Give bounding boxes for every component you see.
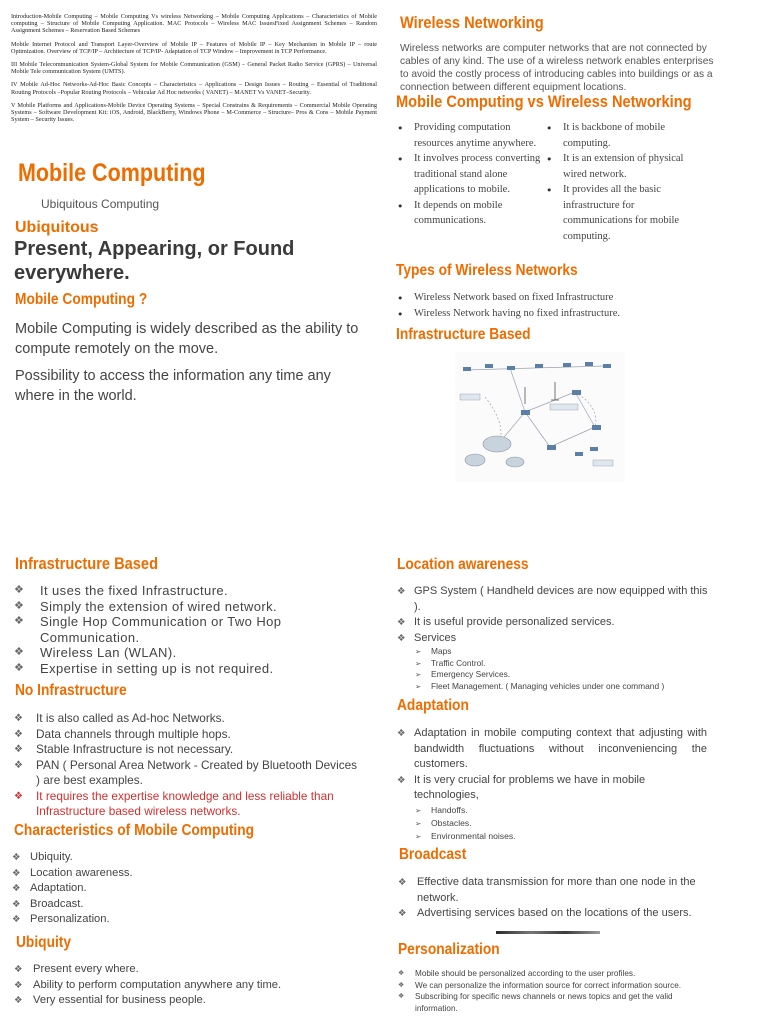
no-infrastructure-item: ❖ It is also called as Ad-hoc Networks. bbox=[14, 711, 364, 727]
versus-right-item: ● It provides all the basic infrastructure for communications for mobile computing. bbox=[545, 182, 695, 244]
wireless-networking-title: Wireless Networking bbox=[400, 13, 544, 32]
types-list bbox=[396, 290, 716, 322]
ubiquity-item: ❖ Ability to perform computation anywhere any time. bbox=[14, 978, 354, 994]
ubiquitous-definition: Present, Appearing, or Found everywhere. bbox=[14, 238, 295, 284]
infrastructure-list bbox=[14, 583, 364, 676]
ubiquity-item: ❖ Very essential for business people. bbox=[14, 993, 354, 1009]
ubiquity-item: ❖ Present every where. bbox=[14, 962, 354, 978]
infrastructure-item: ❖ Wireless Lan (WLAN). bbox=[14, 645, 364, 661]
versus-left-item: ● It depends on mobile communications. bbox=[396, 198, 541, 229]
broadcast-title: Broadcast bbox=[399, 846, 467, 863]
location-sub-list bbox=[415, 646, 715, 692]
characteristics-list bbox=[12, 850, 312, 928]
infrastructure-item: ❖ Expertise in setting up is not required. bbox=[14, 661, 364, 677]
infrastructure-title: Infrastructure Based bbox=[15, 554, 159, 573]
no-infrastructure-list bbox=[14, 711, 364, 820]
characteristics-item: ❖ Broadcast. bbox=[12, 897, 312, 913]
adaptation-item: ❖ Adaptation in mobile computing context that adjusting with bandwidth fluctuations without inconveniencing the customers. bbox=[397, 726, 707, 773]
syllabus-unit-3: III Mobile Telecommunication System-Global System for Mobile Communication (GSM) – General Packet Radio Service (GPRS) – Universal Mobile Tele communication System (UMTS). bbox=[11, 61, 377, 76]
infrastructure-small-title: Infrastructure Based bbox=[396, 326, 531, 343]
broadcast-item: ❖ Advertising services based on the locations of the users. bbox=[398, 906, 710, 922]
ubiquity-title: Ubiquity bbox=[16, 934, 72, 951]
adaptation-item: ❖ It is very crucial for problems we have in mobile technologies, bbox=[397, 773, 707, 804]
location-sub-item: ➢ Traffic Control. bbox=[415, 658, 715, 670]
personalization-list bbox=[398, 968, 708, 1014]
location-item: ❖ It is useful provide personalized services. bbox=[397, 615, 712, 631]
characteristics-item: ❖ Ubiquity. bbox=[12, 850, 312, 866]
syllabus-unit-1: Introduction-Mobile Computing – Mobile Computing Vs wireless Networking – Mobile Computing Applications – Characteristics of Mobile computing – Structure of Mobile Computing Application. MAC Protocols – Wireless MAC IssuesFixed Assignment Schemes – Random Assignment Schemes – Reservation Based Schemes bbox=[11, 13, 377, 35]
broadcast-item: ❖ Effective data transmission for more than one node in the network. bbox=[398, 875, 710, 906]
versus-right-item: ● It is backbone of mobile computing. bbox=[545, 120, 695, 151]
location-item: ❖ Services bbox=[397, 631, 712, 647]
mobile-computing-title: Mobile Computing bbox=[18, 159, 206, 187]
no-infrastructure-title: No Infrastructure bbox=[15, 682, 127, 699]
location-title: Location awareness bbox=[397, 556, 529, 573]
mobile-computing-description: Mobile Computing is widely described as the ability to compute remotely on the move. bbox=[15, 321, 359, 357]
personalization-title: Personalization bbox=[398, 941, 500, 958]
ubiquitous-label: Ubiquitous bbox=[15, 219, 99, 236]
versus-title: Mobile Computing vs Wireless Networking bbox=[396, 92, 692, 111]
broadcast-image-strip bbox=[496, 931, 600, 934]
syllabus-unit-5: V Mobile Platforms and Applications-Mobile Device Operating Systems – Special Constrains & Requirements – Commercial Mobile Operating Systems – Software Development Kit: iOS, Android, BlackBerry, Windows Phone – M-Commerce – Structure– Pros & Cons – Mobile Payment System – Security Issues. bbox=[11, 101, 377, 124]
no-infrastructure-warning: ❖ It requires the expertise knowledge and less reliable than Infrastructure based wireless networks. bbox=[14, 789, 364, 820]
syllabus-unit-4: IV Mobile Ad-Hoc Networks-Ad-Hoc Basic Concepts – Characteristics – Applications – Design Issues – Routing – Essential of Traditional Routing Protocols –Popular Routing Protocols – Vehicular Ad Hoc networks ( VANET) – MANET Vs VANET–Security. bbox=[11, 81, 377, 96]
broadcast-list bbox=[398, 875, 710, 922]
mobile-computing-subtitle: Ubiquitous Computing bbox=[41, 197, 160, 211]
personalization-item: ❖ Subscribing for specific news channels or news topics and get the valid information. bbox=[398, 991, 708, 1014]
types-item: ● Wireless Network based on fixed Infrastructure bbox=[396, 290, 716, 306]
types-title: Types of Wireless Networks bbox=[396, 262, 578, 279]
mobile-computing-question: Mobile Computing ? bbox=[15, 291, 148, 308]
characteristics-item: ❖ Adaptation. bbox=[12, 881, 312, 897]
adaptation-sub-item: ➢ Handoffs. bbox=[415, 804, 715, 817]
no-infrastructure-item: ❖ Data channels through multiple hops. bbox=[14, 727, 364, 743]
types-item: ● Wireless Network having no fixed infrastructure. bbox=[396, 306, 716, 322]
ubiquity-list bbox=[14, 962, 354, 1009]
personalization-item: ❖ We can personalize the information source for correct information source. bbox=[398, 980, 708, 992]
location-list bbox=[397, 584, 712, 646]
versus-left-item: ● It involves process converting traditional stand alone applications to mobile. bbox=[396, 151, 541, 198]
infrastructure-network-diagram bbox=[455, 352, 625, 482]
location-sub-item: ➢ Fleet Management. ( Managing vehicles under one command ) bbox=[415, 681, 715, 693]
infrastructure-item: ❖ It uses the fixed Infrastructure. bbox=[14, 583, 364, 599]
location-sub-item: ➢ Maps bbox=[415, 646, 715, 658]
versus-left-list bbox=[396, 120, 541, 229]
mobile-computing-slide bbox=[0, 155, 384, 415]
syllabus-block bbox=[11, 13, 377, 129]
adaptation-list bbox=[397, 726, 707, 804]
versus-right-list bbox=[545, 120, 695, 244]
adaptation-title: Adaptation bbox=[397, 697, 469, 714]
adaptation-sub-item: ➢ Environmental noises. bbox=[415, 830, 715, 843]
characteristics-title: Characteristics of Mobile Computing bbox=[14, 822, 255, 839]
adaptation-sub-list bbox=[415, 804, 715, 843]
mobile-computing-access: Possibility to access the information any time any where in the world. bbox=[15, 368, 331, 404]
infrastructure-item: ❖ Single Hop Communication or Two Hop Communication. bbox=[14, 614, 364, 645]
no-infrastructure-item: ❖ Stable Infrastructure is not necessary. bbox=[14, 742, 364, 758]
syllabus-unit-2: Mobile Internet Protocol and Transport Layer-Overview of Mobile IP – Features of Mobile IP – Key Mechanism in Mobile IP – route Optimization. Overview of TCP/IP – Architecture of TCP/IP- Adaptation of TCP Window – Improvement in TCP Performance. bbox=[11, 40, 377, 55]
characteristics-item: ❖ Location awareness. bbox=[12, 866, 312, 882]
location-item: ❖ GPS System ( Handheld devices are now equipped with this ). bbox=[397, 584, 712, 615]
infrastructure-item: ❖ Simply the extension of wired network. bbox=[14, 599, 364, 615]
characteristics-item: ❖ Personalization. bbox=[12, 912, 312, 928]
personalization-item: ❖ Mobile should be personalized according to the user profiles. bbox=[398, 968, 708, 980]
adaptation-sub-item: ➢ Obstacles. bbox=[415, 817, 715, 830]
no-infrastructure-item: ❖ PAN ( Personal Area Network - Created by Bluetooth Devices ) are best examples. bbox=[14, 758, 364, 789]
wireless-networking-description: Wireless networks are computer networks that are not connected by cables of any kind. The use of a wireless network enables enterprises to avoid the costly process of introducing cables into buildings or as a connection between different equipment locations. bbox=[400, 43, 714, 93]
versus-left-item: ● Providing computation resources anytime anywhere. bbox=[396, 120, 541, 151]
location-sub-item: ➢ Emergency Services. bbox=[415, 669, 715, 681]
versus-right-item: ● It is an extension of physical wired network. bbox=[545, 151, 695, 182]
